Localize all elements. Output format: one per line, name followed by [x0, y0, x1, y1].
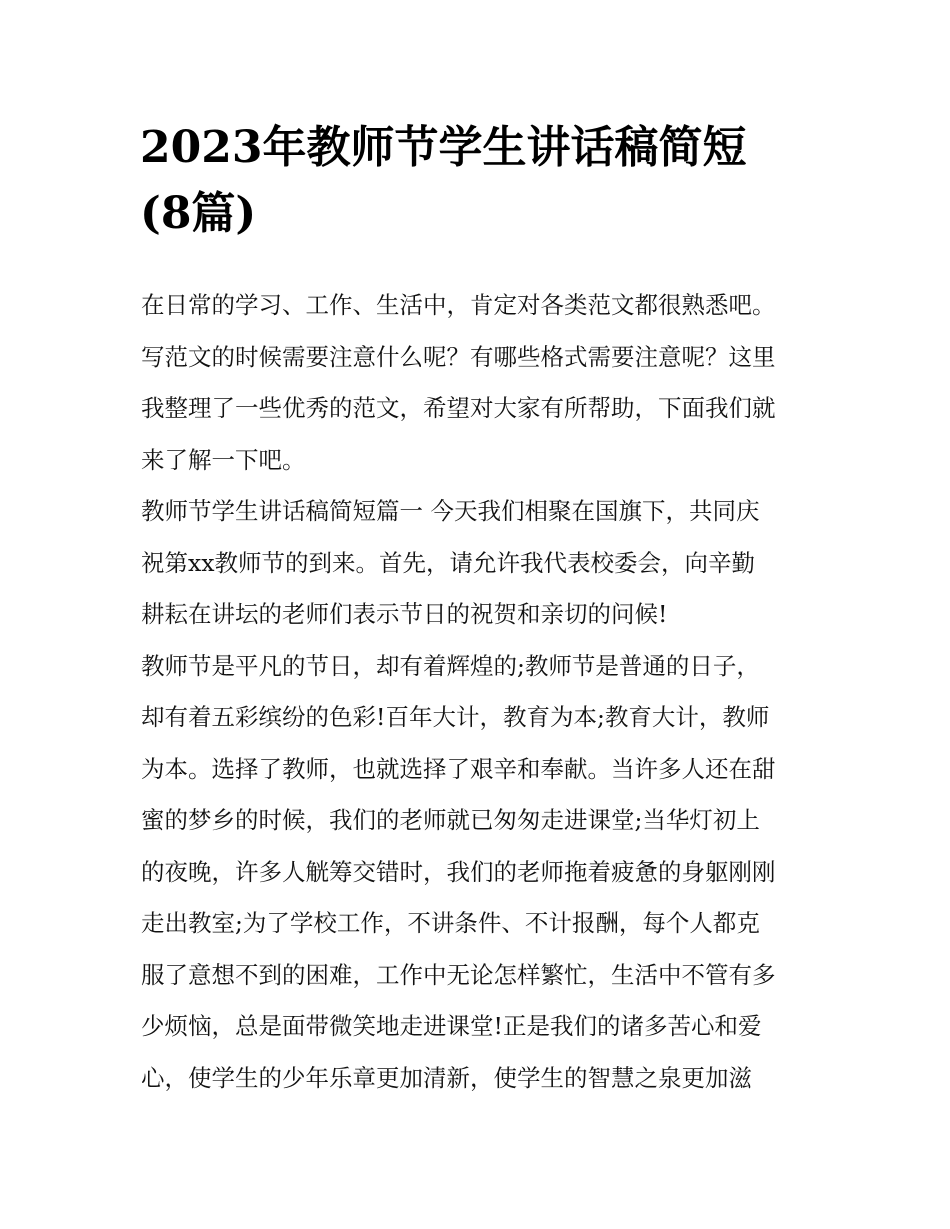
body-line: 祝第xx教师节的到来。首先，请允许我代表校委会，向辛勤 — [141, 548, 756, 577]
body-line: 在日常的学习、工作、生活中，肯定对各类范文都很熟悉吧。 — [141, 291, 776, 319]
body-line: 却有着五彩缤纷的色彩!百年大计，教育为本;教育大计，教师 — [141, 703, 770, 731]
body-line: 蜜的梦乡的时候，我们的老师就已匆匆走进课堂;当华灯初上 — [141, 806, 760, 834]
body-line: 来了解一下吧。 — [141, 445, 306, 474]
body-line: 教师节学生讲话稿简短篇一 今天我们相聚在国旗下，共同庆 — [141, 497, 760, 525]
title-line-1: 2023年教师节学生讲话稿简短 — [140, 122, 747, 173]
body-line: 少烦恼，总是面带微笑地走进课堂!正是我们的诸多苦心和爱 — [141, 1012, 762, 1040]
body-line: 为本。选择了教师，也就选择了艰辛和奉献。当许多人还在甜 — [141, 754, 776, 783]
body-line: 我整理了一些优秀的范文，希望对大家有所帮助，下面我们就 — [141, 394, 776, 422]
body-line: 走出教室;为了学校工作，不讲条件、不计报酬，每个人都克 — [141, 909, 760, 937]
title-line-2: (8篇) — [140, 188, 257, 239]
body-line: 写范文的时候需要注意什么呢？有哪些格式需要注意呢？这里 — [141, 342, 776, 371]
body-line: 耕耘在讲坛的老师们表示节日的祝贺和亲切的问候! — [141, 600, 668, 628]
body-line: 的夜晚，许多人觥筹交错时，我们的老师拖着疲惫的身躯刚刚 — [141, 857, 776, 886]
body-line: 教师节是平凡的节日，却有着辉煌的;教师节是普通的日子， — [141, 651, 760, 680]
document-body — [141, 280, 821, 1104]
body-line: 心，使学生的少年乐章更加清新，使学生的智慧之泉更加滋 — [141, 1063, 752, 1092]
document-title — [140, 115, 820, 247]
body-line: 服了意想不到的困难，工作中无论怎样繁忙，生活中不管有多 — [141, 960, 776, 989]
